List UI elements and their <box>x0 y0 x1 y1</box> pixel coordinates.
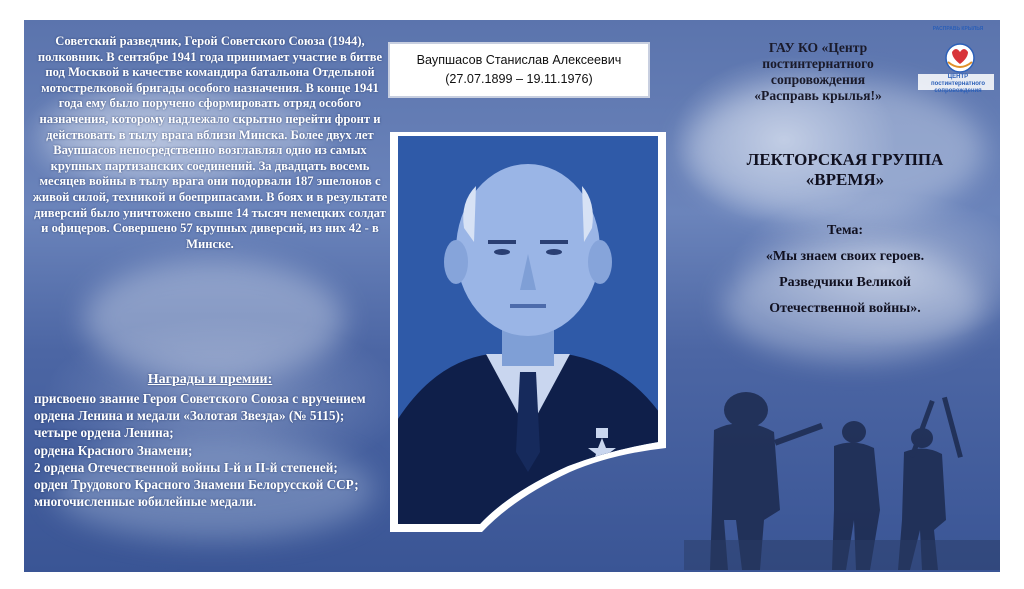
award-item: 2 ордена Отечественной войны I-й и II-й степеней; <box>34 459 338 475</box>
award-item: орден Трудового Красного Знамени Белорусской ССР; <box>34 477 359 493</box>
topic-label: Тема: <box>826 223 864 238</box>
smoke-cloud <box>84 260 344 380</box>
biography-text: Советский разведчик, Герой Советского Союза (1944), полковник. В сентябре 1941 года принимает участие в битве под Москвой в качестве командира батальона Отдельной мотострелковой бригады особого назначения. В конце 1941 года ему было поручено сформировать отряд особого назначения, которому надлежало скрытно перейти фронт и действовать в тылу врага вблизи Минска. Более двух лет Ваупшасов непосредственно возглавлял одно из самых крупных партизанских соединений. За двадцать восемь месяцев войны в тылу врага они подорвали 187 эшелонов с живой силой, техникой и боеприпасами. В боях и в результате диверсий было уничтожено свыше 14 тысяч немецких солдат и офицеров. Совершено 57 крупных диверсий, из них 42 - в Минске. <box>32 34 388 251</box>
award-item: четыре ордена Ленина; <box>34 425 174 441</box>
org-line: ГАУ КО «Центр <box>768 40 868 55</box>
organization-name <box>724 40 912 104</box>
award-item: многочисленные юбилейные медали. <box>34 494 257 510</box>
logo-top-text: РАСПРАВЬ КРЫЛЬЯ <box>932 26 984 32</box>
org-line: сопровождения <box>770 72 866 87</box>
person-name: Ваупшасов Станислав Алексеевич <box>416 53 622 67</box>
soldiers-silhouette-image <box>684 370 1000 570</box>
portrait-photo <box>390 132 666 552</box>
awards-heading: Награды и премии: <box>147 372 273 387</box>
topic-line: «Мы знаем своих героев. <box>765 249 925 264</box>
lecture-group-title <box>698 150 992 190</box>
person-dates: (27.07.1899 – 19.11.1976) <box>445 72 593 86</box>
lecture-line: ЛЕКТОРСКАЯ ГРУППА <box>746 150 944 169</box>
award-item: присвоено звание Героя Советского Союза с вручением ордена Ленина и медали «Золотая Звезда» (№ 5115); <box>34 391 366 424</box>
org-line: «Расправь крылья!» <box>754 88 882 103</box>
topic-line: Разведчики Великой <box>779 275 911 290</box>
logo-name-text: ЦЕНТР постинтернатного сопровождения <box>930 74 985 94</box>
topic-line: Отечественной войны». <box>769 301 921 316</box>
org-line: постинтернатного <box>762 56 874 71</box>
lecture-line: «ВРЕМЯ» <box>805 170 885 189</box>
person-name-box <box>388 42 650 98</box>
topic-block <box>714 218 976 322</box>
awards-list <box>34 390 390 510</box>
poster-background <box>24 20 1000 572</box>
award-item: ордена Красного Знамени; <box>34 442 193 458</box>
